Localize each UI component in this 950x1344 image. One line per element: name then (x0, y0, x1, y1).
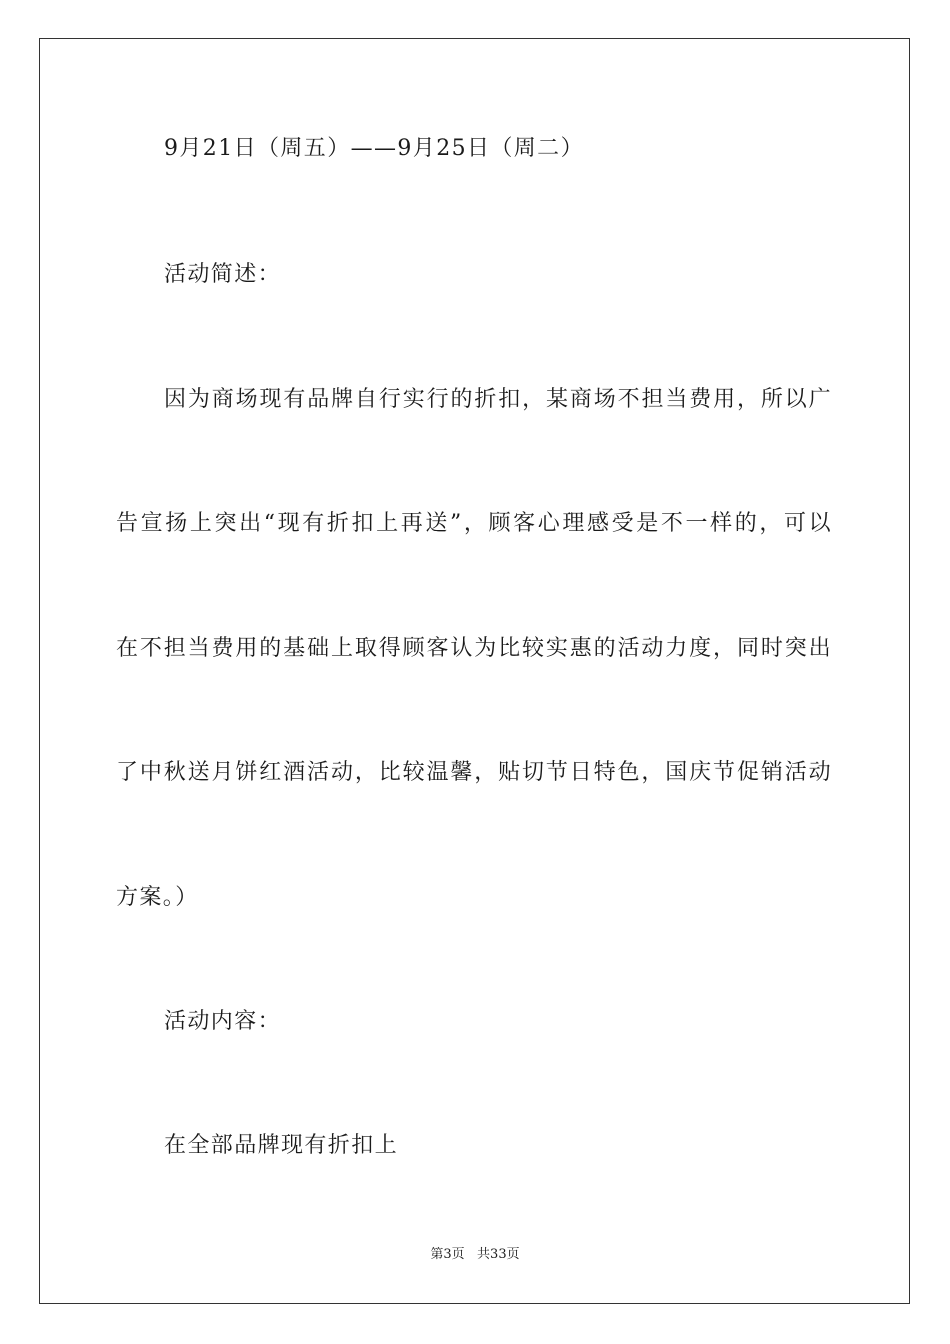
page-footer: 第3页 共33页 (430, 1247, 520, 1262)
page-border (39, 38, 910, 1304)
paragraph-line: 了中秋送月饼红酒活动，比较温馨，贴切节日特色，国庆节促销活动 (116, 760, 832, 785)
paragraph-line: 因为商场现有品牌自行实行的折扣，某商场不担当费用，所以广 (164, 387, 832, 412)
section-heading-content: 活动内容： (164, 1009, 282, 1034)
paragraph-line: 在不担当费用的基础上取得顾客认为比较实惠的活动力度，同时突出 (116, 636, 832, 661)
paragraph-line: 告宣扬上突出“现有折扣上再送”，顾客心理感受是不一样的，可以 (116, 511, 832, 536)
date-range-line: 9月21日（周五）——9月25日（周二） (164, 136, 584, 161)
section-heading-summary: 活动简述： (164, 262, 282, 287)
paragraph-line: 在全部品牌现有折扣上 (164, 1133, 399, 1158)
paragraph-line: 方案。） (116, 885, 199, 910)
